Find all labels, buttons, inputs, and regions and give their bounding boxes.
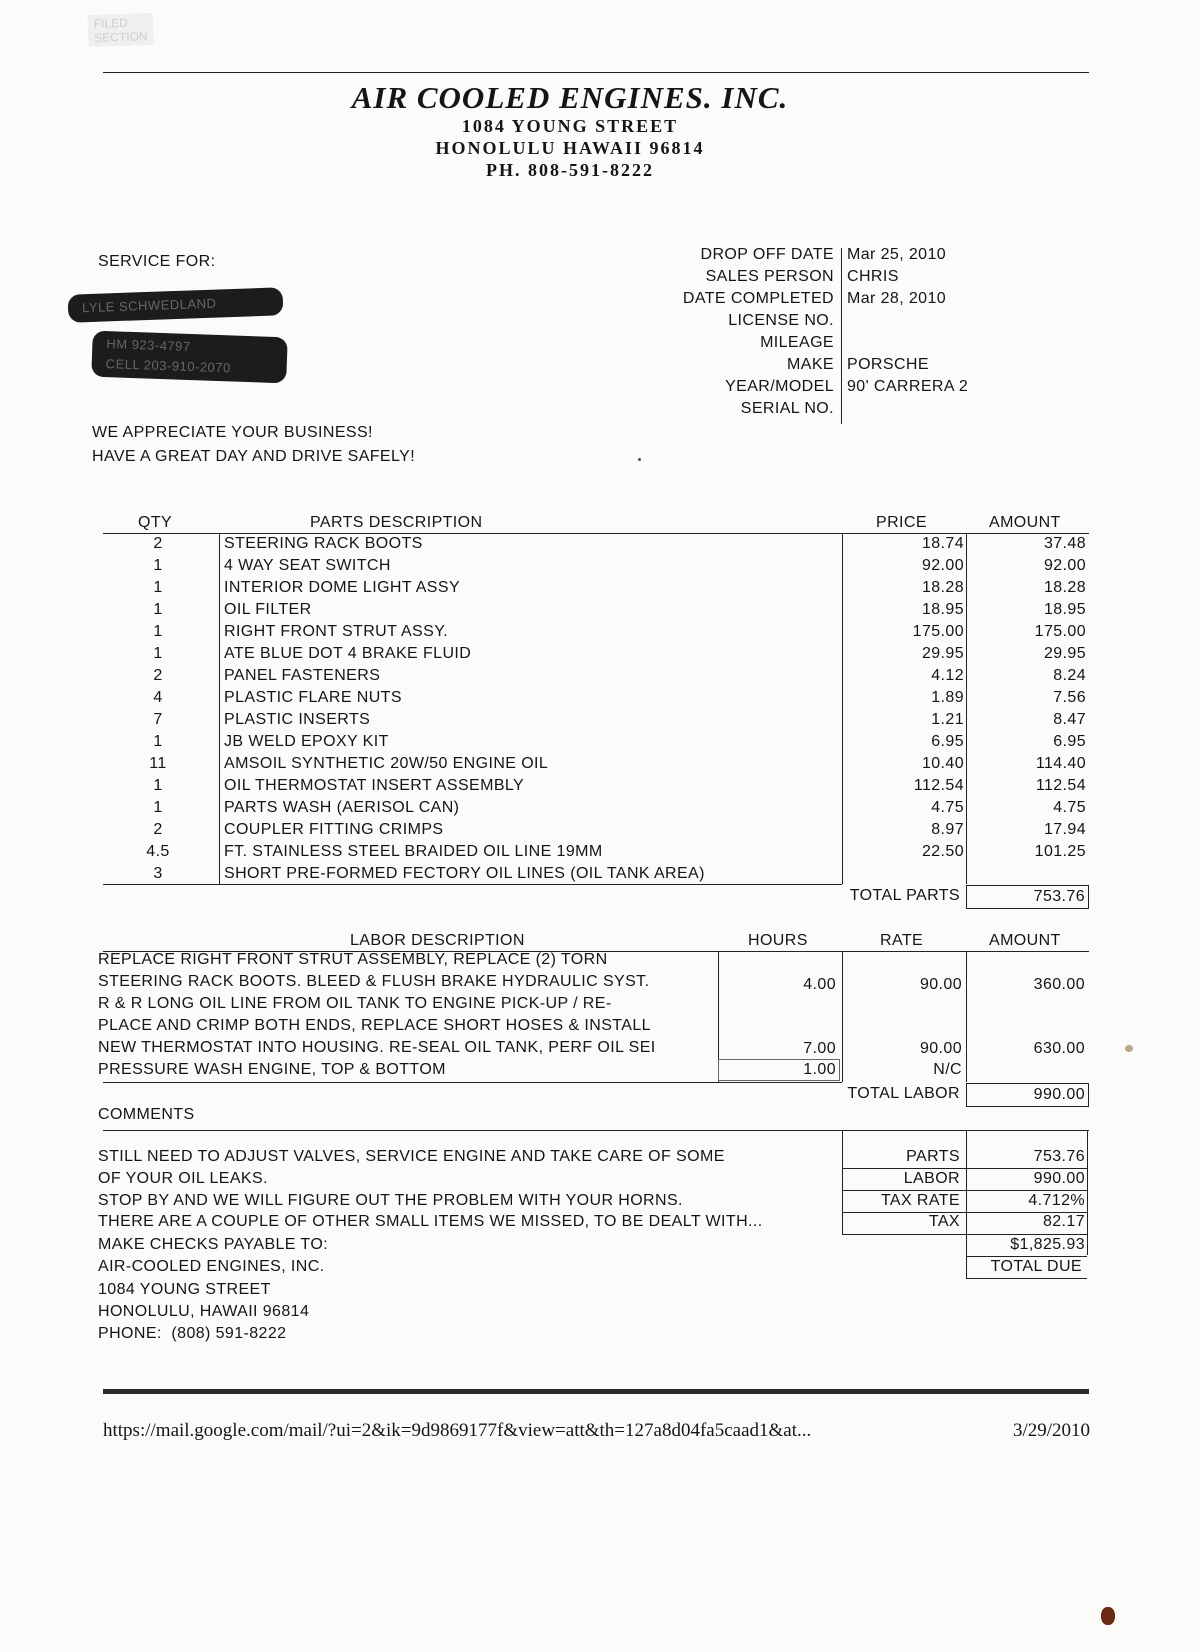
part-price: 8.97: [931, 821, 964, 838]
part-price: 29.95: [921, 645, 964, 662]
summary-labor-value: 990.00: [1033, 1170, 1085, 1187]
part-qty: 1: [153, 601, 163, 618]
labor-hours: 4.00: [803, 976, 836, 993]
part-price: 112.54: [913, 777, 964, 794]
parts-desc-header: PARTS DESCRIPTION: [310, 514, 483, 531]
comment-line: OF YOUR OIL LEAKS.: [98, 1170, 268, 1187]
summary-tax-rate-label: TAX RATE: [880, 1192, 960, 1209]
labor-rate: 90.00: [919, 1040, 962, 1057]
parts-qty-header: QTY: [138, 514, 173, 531]
stamp-line-1: FILED: [93, 15, 129, 31]
total-labor-label: TOTAL LABOR: [847, 1085, 960, 1102]
part-desc: AMSOIL SYNTHETIC 20W/50 ENGINE OIL: [224, 755, 549, 772]
part-qty: 1: [153, 799, 163, 816]
total-labor-value: 990.00: [1033, 1086, 1085, 1103]
footer-date: 3/29/2010: [1012, 1420, 1090, 1441]
company-street: 1084 YOUNG STREET: [461, 116, 679, 136]
part-qty: 1: [153, 579, 163, 596]
scan-speck: [1125, 1045, 1133, 1052]
part-price: 6.95: [931, 733, 964, 750]
comment-line: STOP BY AND WE WILL FIGURE OUT THE PROBLEM WITH YOUR HORNS.: [98, 1192, 683, 1209]
payable-label: MAKE CHECKS PAYABLE TO:: [98, 1236, 329, 1253]
mileage-label: MILEAGE: [760, 334, 834, 351]
make-value: PORSCHE: [847, 356, 929, 373]
part-price: 1.21: [931, 711, 964, 728]
customer-phone-cell: CELL 203-910-2070: [105, 356, 232, 376]
year-model-label: YEAR/MODEL: [725, 378, 834, 395]
part-desc: PARTS WASH (AERISOL CAN): [224, 799, 460, 816]
part-desc: PANEL FASTENERS: [224, 667, 381, 684]
make-label: MAKE: [787, 356, 834, 373]
part-qty: 2: [153, 821, 163, 838]
stamp-line-2: SECTION: [94, 29, 148, 45]
part-amount: 18.28: [1043, 579, 1086, 596]
part-price: 1.89: [931, 689, 964, 706]
greeting-line-2: HAVE A GREAT DAY AND DRIVE SAFELY!: [92, 448, 416, 465]
parts-table-body: [0, 533, 1200, 885]
customer-phone-home: HM 923-4797: [106, 336, 191, 355]
labor-line: PLACE AND CRIMP BOTH ENDS, REPLACE SHORT HOSES & INSTALL: [98, 1017, 651, 1034]
part-amount: 6.95: [1053, 733, 1086, 750]
summary-row-rule-1: [842, 1168, 1087, 1169]
drop-off-date-label: DROP OFF DATE: [700, 246, 834, 263]
part-amount: 112.54: [1035, 777, 1086, 794]
labor-desc-header: LABOR DESCRIPTION: [350, 932, 525, 949]
total-parts-value: 753.76: [1033, 888, 1085, 905]
labor-line: R & R LONG OIL LINE FROM OIL TANK TO ENGINE PICK-UP / RE-: [98, 995, 612, 1012]
part-desc: 4 WAY SEAT SWITCH: [224, 557, 391, 574]
part-price: 18.95: [921, 601, 964, 618]
total-due-right: [1087, 1235, 1088, 1255]
comment-line: STILL NEED TO ADJUST VALVES, SERVICE ENGINE AND TAKE CARE OF SOME: [98, 1148, 725, 1165]
part-qty: 1: [153, 623, 163, 640]
labor-hours: 7.00: [803, 1040, 836, 1057]
part-desc: ATE BLUE DOT 4 BRAKE FLUID: [224, 645, 472, 662]
part-price: 175.00: [912, 623, 964, 640]
labor-line: NEW THERMOSTAT INTO HOUSING. RE-SEAL OIL TANK, PERF OIL SEI: [98, 1039, 656, 1056]
labor-hours-header: HOURS: [748, 932, 808, 949]
labor-amount-header: AMOUNT: [989, 932, 1061, 949]
comment-line: THERE ARE A COUPLE OF OTHER SMALL ITEMS WE MISSED, TO BE DEALT WITH...: [98, 1213, 763, 1230]
part-qty: 7: [153, 711, 163, 728]
labor-line: PRESSURE WASH ENGINE, TOP & BOTTOM: [98, 1061, 446, 1078]
summary-tax-value: 82.17: [1042, 1213, 1085, 1230]
labor-line: REPLACE RIGHT FRONT STRUT ASSEMBLY, REPLACE (2) TORN: [98, 951, 608, 968]
drop-off-date-value: Mar 25, 2010: [847, 246, 947, 263]
date-completed-label: DATE COMPLETED: [682, 290, 834, 307]
part-price: 22.50: [921, 843, 964, 860]
part-qty: 4.5: [146, 843, 170, 860]
redacted-customer-phones: [91, 331, 287, 384]
part-amount: 29.95: [1043, 645, 1086, 662]
part-amount: 17.94: [1043, 821, 1086, 838]
total-due-bottom-rule: [966, 1278, 1087, 1279]
serial-no-label: SERIAL NO.: [740, 400, 834, 417]
part-amount: 101.25: [1034, 843, 1086, 860]
labor-bottom-rule: [103, 1082, 842, 1083]
part-desc: INTERIOR DOME LIGHT ASSY: [224, 579, 461, 596]
total-parts-label: TOTAL PARTS: [849, 887, 960, 904]
comments-rule: [103, 1130, 1089, 1131]
summary-labor-label: LABOR: [903, 1170, 960, 1187]
summary-right-border: [1087, 1131, 1088, 1235]
part-qty: 3: [153, 865, 163, 882]
company-phone: PH. 808-591-8222: [486, 160, 654, 180]
company-city: HONOLULU HAWAII 96814: [435, 138, 705, 158]
scan-speck: [1101, 1607, 1115, 1625]
summary-parts-value: 753.76: [1033, 1148, 1085, 1165]
comments-label: COMMENTS: [98, 1106, 195, 1123]
labor-hours: 1.00: [803, 1061, 836, 1078]
summary-tax-rate-value: 4.712%: [1028, 1192, 1085, 1209]
part-amount: 8.47: [1053, 711, 1086, 728]
part-qty: 2: [153, 535, 163, 552]
part-amount: 37.48: [1043, 535, 1086, 552]
vehicle-info-divider: [841, 248, 842, 424]
part-price: 10.40: [921, 755, 964, 772]
service-for-label: SERVICE FOR:: [98, 253, 216, 270]
date-completed-value: Mar 28, 2010: [847, 290, 947, 307]
part-desc: PLASTIC FLARE NUTS: [224, 689, 402, 706]
parts-price-header: PRICE: [876, 514, 927, 531]
part-amount: 114.40: [1035, 755, 1086, 772]
part-desc: STEERING RACK BOOTS: [224, 535, 423, 552]
payable-street: 1084 YOUNG STREET: [98, 1281, 271, 1298]
part-desc: FT. STAINLESS STEEL BRAIDED OIL LINE 19MM: [224, 843, 603, 860]
part-desc: OIL FILTER: [224, 601, 312, 618]
labor-rate: 90.00: [919, 976, 962, 993]
customer-name: LYLE SCHWEDLAND: [81, 295, 217, 316]
labor-line: STEERING RACK BOOTS. BLEED & FLUSH BRAKE HYDRAULIC SYST.: [98, 973, 650, 990]
part-price: 92.00: [921, 557, 964, 574]
bottom-divider: [103, 1389, 1089, 1394]
sales-person-label: SALES PERSON: [705, 268, 834, 285]
part-desc: RIGHT FRONT STRUT ASSY.: [224, 623, 449, 640]
part-amount: 92.00: [1043, 557, 1086, 574]
summary-row-rule-2: [842, 1190, 1087, 1191]
summary-parts-label: PARTS: [906, 1148, 960, 1165]
labor-amount: 360.00: [1033, 976, 1085, 993]
labor-rate: N/C: [933, 1061, 962, 1078]
redacted-customer-name: [68, 287, 284, 322]
part-price: 4.75: [931, 799, 964, 816]
part-amount: 7.56: [1053, 689, 1086, 706]
part-desc: COUPLER FITTING CRIMPS: [224, 821, 444, 838]
summary-row-rule-4: [842, 1234, 1087, 1235]
part-qty: 1: [153, 645, 163, 662]
year-model-value: 90' CARRERA 2: [847, 378, 969, 395]
part-qty: 1: [153, 733, 163, 750]
labor-amount: 630.00: [1033, 1040, 1085, 1057]
part-price: 18.28: [921, 579, 964, 596]
part-qty: 2: [153, 667, 163, 684]
total-due-value: $1,825.93: [1010, 1236, 1085, 1253]
greeting-line-1: WE APPRECIATE YOUR BUSINESS!: [92, 424, 373, 441]
part-qty: 1: [153, 557, 163, 574]
part-desc: JB WELD EPOXY KIT: [224, 733, 389, 750]
vehicle-info: [560, 246, 1030, 426]
total-due-label: TOTAL DUE: [990, 1258, 1082, 1275]
part-qty: 1: [153, 777, 163, 794]
part-price: 4.12: [931, 667, 964, 684]
payable-name: AIR-COOLED ENGINES, INC.: [98, 1258, 325, 1275]
total-due-mid-rule: [966, 1256, 1087, 1257]
payable-city: HONOLULU, HAWAII 96814: [98, 1303, 310, 1320]
labor-rate-header: RATE: [880, 932, 924, 949]
top-rule: [103, 72, 1089, 73]
sales-person-value: CHRIS: [847, 268, 899, 285]
part-price: 18.74: [921, 535, 964, 552]
faded-stamp: [87, 13, 153, 47]
part-amount: 8.24: [1053, 667, 1086, 684]
parts-amount-header: AMOUNT: [989, 514, 1061, 531]
scan-speck: [638, 458, 641, 461]
summary-tax-label: TAX: [928, 1213, 960, 1230]
part-amount: 4.75: [1053, 799, 1086, 816]
part-amount: 175.00: [1034, 623, 1086, 640]
part-qty: 11: [149, 755, 167, 772]
part-qty: 4: [153, 689, 163, 706]
labor-amount-divider: [966, 952, 967, 1082]
part-desc: PLASTIC INSERTS: [224, 711, 371, 728]
part-desc: OIL THERMOSTAT INSERT ASSEMBLY: [224, 777, 525, 794]
part-amount: 18.95: [1043, 601, 1086, 618]
footer-url: https://mail.google.com/mail/?ui=2&ik=9d9869177f&view=att&th=127a8d04fa5caad1&at...: [103, 1420, 812, 1441]
license-no-label: LICENSE NO.: [728, 312, 834, 329]
part-desc: SHORT PRE-FORMED FECTORY OIL LINES (OIL TANK AREA): [224, 865, 705, 882]
payable-phone: PHONE: (808) 591-8222: [98, 1325, 287, 1342]
company-name: AIR COOLED ENGINES. INC.: [351, 80, 789, 115]
